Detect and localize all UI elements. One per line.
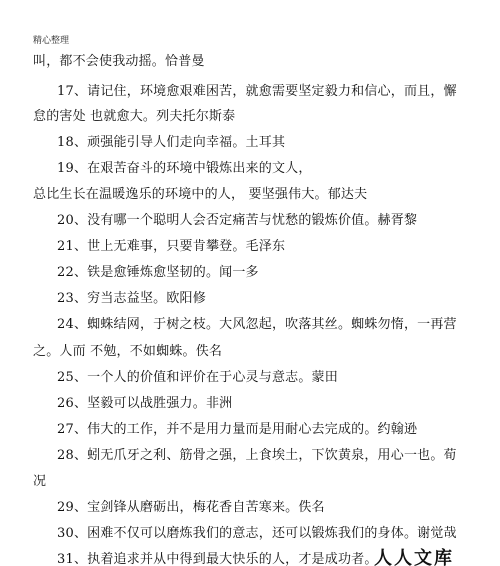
text-line: 19、在艰苦奋斗的环境中锻炼出来的文人，: [57, 161, 312, 176]
watermark-logo: 人人文库: [374, 548, 454, 566]
text-line: 17、请记住，环境愈艰难困苦，就愈需要坚定毅力和信心，而且，懈: [57, 84, 457, 99]
text-line: 怠的害处 也就愈大。列夫托尔斯泰: [33, 109, 236, 124]
text-line: 况: [33, 474, 47, 489]
text-line: 24、蜘蛛结网，于树之枝。大风忽起，吹落其丝。蜘蛛勿惰，一再营: [57, 317, 457, 332]
text-line: 29、宝剑锋从磨砺出，梅花香自苦寒来。佚名: [57, 500, 325, 515]
text-line: 25、一个人的价值和评价在于心灵与意志。蒙田: [57, 370, 338, 385]
text-line: 叫，都不会使我动摇。恰普曼: [33, 54, 205, 69]
text-line: 28、蚓无爪牙之利、筋骨之强，上食埃土，下饮黄泉，用心一也。荀: [57, 448, 457, 463]
text-line: 30、困难不仅可以磨炼我们的意志，还可以锻炼我们的身体。谢觉哉: [57, 526, 457, 541]
text-line: 26、坚毅可以战胜强力。非洲: [57, 396, 233, 411]
text-line: 23、穷当志益坚。欧阳修: [57, 291, 206, 306]
text-line: 总比生长在温暖逸乐的环境中的人， 要坚强伟大。郁达夫: [33, 187, 368, 202]
text-line: 18、顽强能引导人们走向幸福。土耳其: [57, 135, 286, 150]
text-line: 27、伟大的工作，并不是用力量而是用耐心去完成的。约翰逊: [57, 422, 418, 437]
text-line: 20、没有哪一个聪明人会否定痛苦与忧愁的锻炼价值。赫胥黎: [57, 213, 418, 228]
text-line: 22、铁是愈锤炼愈坚韧的。闻一多: [57, 265, 259, 280]
text-line: 之。人而 不勉，不如蜘蛛。佚名: [33, 344, 223, 359]
text-line: 21、世上无难事，只要肯攀登。毛泽东: [57, 239, 286, 254]
text-line: 31、执着追求并从中得到最大快乐的人，才是成功者。: [57, 552, 378, 566]
page-header: 精心整理: [33, 36, 70, 46]
